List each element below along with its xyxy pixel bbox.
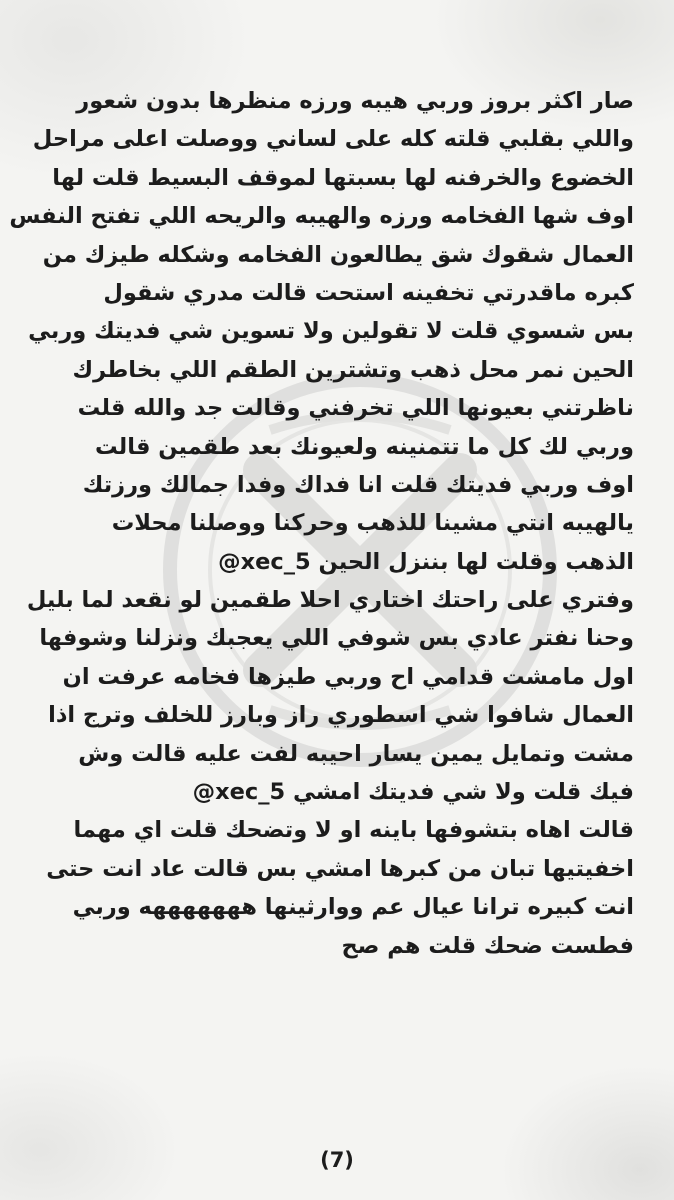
page-number: (7) xyxy=(320,1148,354,1172)
text-line: انت كبيره ترانا عيال عم ووارثينها هههههههه وربي xyxy=(72,894,634,921)
text-line: اول مامشت قدامي اح وربي طيزها فخامه عرفت ان xyxy=(62,663,634,690)
text-line: الخضوع والخرفنه لها بسبتها لموقف البسيط قلت لها xyxy=(52,164,634,191)
text-line: العمال شافوا شي اسطوري راز وبارز للخلف وترج اذا xyxy=(48,702,634,729)
text-line: مشت وتمايل يمين يسار احيبه لفت عليه قالت وش xyxy=(78,740,634,767)
text-line: بس شسوي قلت لا تقولين ولا تسوين شي فديتك وربي xyxy=(28,318,634,345)
text-line: وفتري على راحتك اختاري احلا طقمين لو نقعد لما بليل xyxy=(26,587,634,614)
text-line: قالت اهاه بتشوفها باينه او لا وتضحك قلت اي مهما xyxy=(73,817,634,844)
text-line: صار اكثر بروز وربي هيبه ورزه منظرها بدون شعور xyxy=(76,88,634,114)
text-line: الذهب وقلت لها بننزل الحين xec_5@ xyxy=(218,548,634,575)
text-line: العمال شقوك شق يطالعون الفخامه وشكله طيزك من xyxy=(42,241,634,268)
text-line: اوف شها الفخامه ورزه والهيبه والريحه اللي تفتح النفس xyxy=(9,203,634,230)
text-line: وربي لك كل ما تتمنينه ولعيونك بعد طقمين قالت xyxy=(94,433,634,460)
text-line: ناظرتني بعيونها اللي تخرفني وقالت جد والله قلت xyxy=(77,395,634,422)
text-line: يالهيبه انتي مشينا للذهب وحركنا ووصلنا محلات xyxy=(111,510,634,537)
text-line: وحنا نفتر عادي بس شوفي اللي يعجبك ونزلنا وشوفها xyxy=(39,625,634,652)
text-line: واللي بقلبي قلته كله على لساني ووصلت اعلى مراحل xyxy=(32,126,634,153)
text-line: كبره ماقدرتي تخفينه استحت قالت مدري شقول xyxy=(103,279,634,306)
text-line: الحين نمر محل ذهب وتشترين الطقم اللي بخاطرك xyxy=(72,356,634,383)
text-line: فيك قلت ولا شي فديتك امشي xec_5@ xyxy=(192,779,634,806)
story-text xyxy=(9,82,634,965)
text-line: اخفيتيها تبان من كبرها امشي بس قالت عاد انت حتى xyxy=(46,855,634,882)
text-line: اوف وربي فديتك قلت انا فداك وفدا جمالك ورزتك xyxy=(82,471,634,498)
text-line: فطست ضحك قلت هم صح xyxy=(341,932,634,959)
